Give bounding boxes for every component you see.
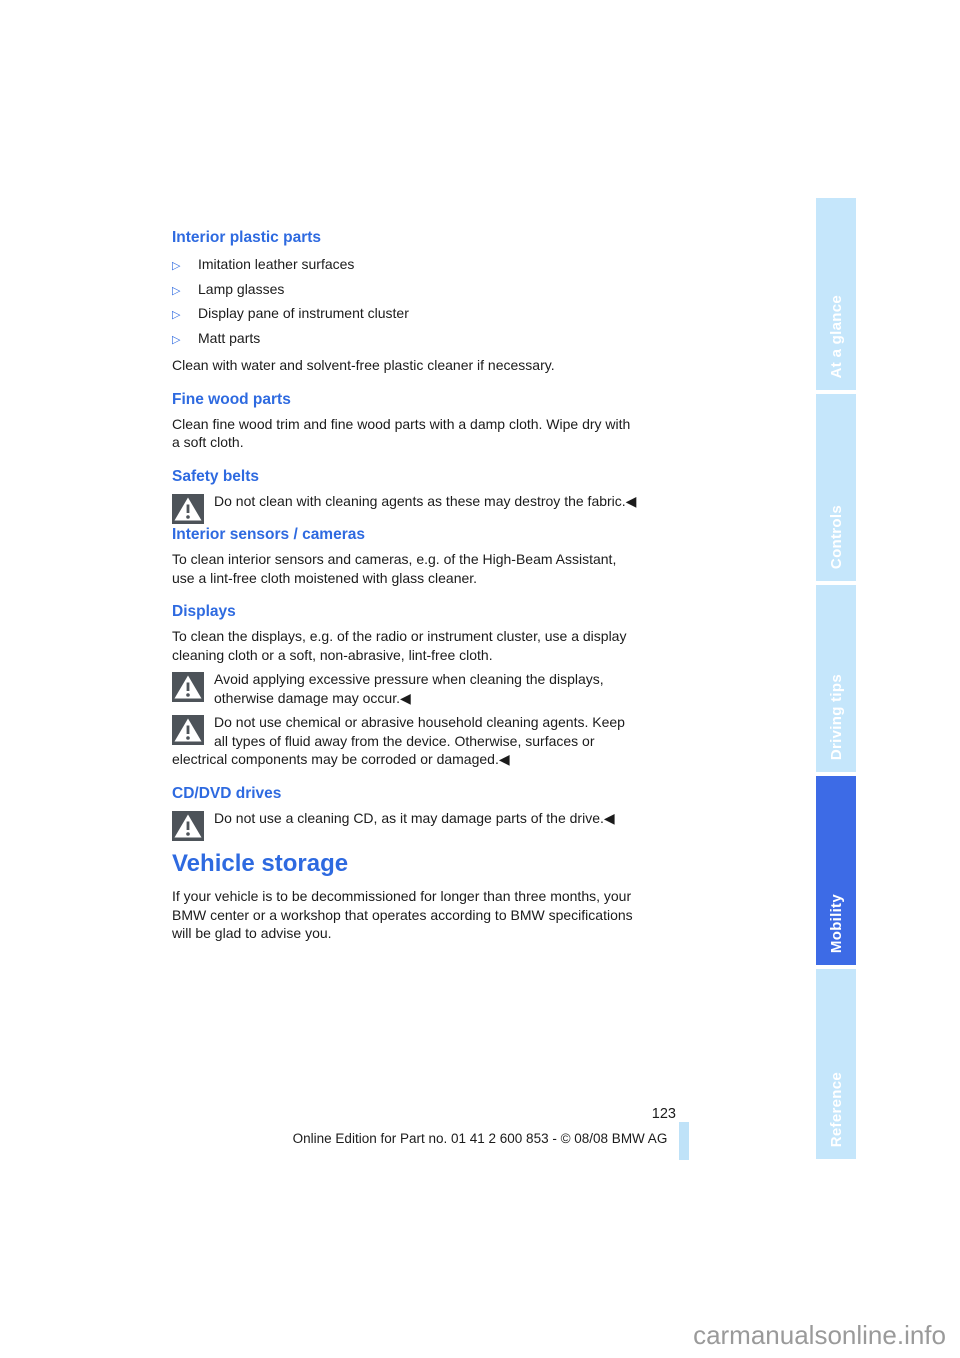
main-text-column [172,230,640,943]
edition-footer-text: Online Edition for Part no. 01 41 2 600 853 - © 08/08 BMW AG [292,1131,668,1146]
edge-tab-label: At a glance [827,294,845,378]
list-item [172,253,640,278]
warning-text: Do not use a cleaning CD, as it may damage parts of the drive.◀ [214,809,615,826]
warning-note [172,713,640,769]
warning-icon [172,811,204,841]
list-item [172,278,640,303]
paragraph: Clean fine wood trim and fine wood parts with a damp cloth. Wipe dry with a soft cloth. [172,415,631,450]
list-item-text: Imitation leather surfaces [198,256,355,272]
warning-note [172,492,640,511]
paragraph: To clean interior sensors and cameras, e.g. of the High-Beam Assistant, use a lint-free cloth moistened with glass cleaner. [172,551,617,586]
section-heading-cd-dvd-drives: CD/DVD drives [172,784,282,802]
warning-text: Avoid applying excessive pressure when cleaning the displays, otherwise damage may occur.◀ [214,671,604,706]
section-heading-safety-belts: Safety belts [172,467,260,485]
edge-tab-controls [816,394,856,581]
chapter-heading-vehicle-storage: Vehicle storage [172,850,349,877]
warning-note [172,670,640,707]
warning-text: Do not clean with cleaning agents as these may destroy the fabric.◀ [214,492,637,509]
bullet-triangle-icon: ▷ [172,309,181,321]
edge-tab-label: Mobility [827,893,845,953]
warning-icon [172,494,204,524]
edge-tab-label: Controls [827,504,845,569]
edge-tab-at-a-glance [816,198,856,390]
watermark-text: carmanualsonline.info [693,1320,946,1350]
list-item-text: Lamp glasses [198,280,285,297]
list-item [172,327,640,352]
bullet-triangle-icon: ▷ [172,284,181,297]
section-heading-interior-sensors: Interior sensors / cameras [172,526,365,543]
section-heading-interior-plastic-parts: Interior plastic parts [172,229,322,246]
interior-plastic-bullet-list [172,253,640,351]
paragraph: To clean the displays, e.g. of the radio or instrument cluster, use a display cleaning cloth or a soft, non-abrasive, lint-free cloth. [172,628,627,663]
edge-tab-mobility-active [816,776,856,965]
list-item [172,302,640,327]
bullet-triangle-icon: ▷ [172,260,181,272]
warning-icon [172,672,204,702]
warning-note [172,809,640,828]
edge-tab-label: Reference [827,1071,845,1147]
bullet-triangle-icon: ▷ [172,333,181,346]
warning-icon [172,715,204,745]
page-number: 123 [651,1106,676,1122]
edge-tab-driving-tips [816,585,856,772]
section-heading-displays: Displays [172,603,236,620]
list-item-text: Matt parts [198,329,261,346]
paragraph: If your vehicle is to be decommissioned for longer than three months, your BMW center or a workshop that operates according to BMW specifications will be glad to advise you. [172,888,633,941]
edge-tab-label: Driving tips [827,673,845,760]
section-heading-fine-wood-parts: Fine wood parts [172,390,291,408]
warning-text: Do not use chemical or abrasive household cleaning agents. Keep all types of fluid away from the device. Otherwise, surfaces or electrical components may be corroded or damaged.◀ [172,714,625,767]
list-item-text: Display pane of instrument cluster [198,305,409,321]
paragraph: Clean with water and solvent-free plastic cleaner if necessary. [172,357,555,373]
